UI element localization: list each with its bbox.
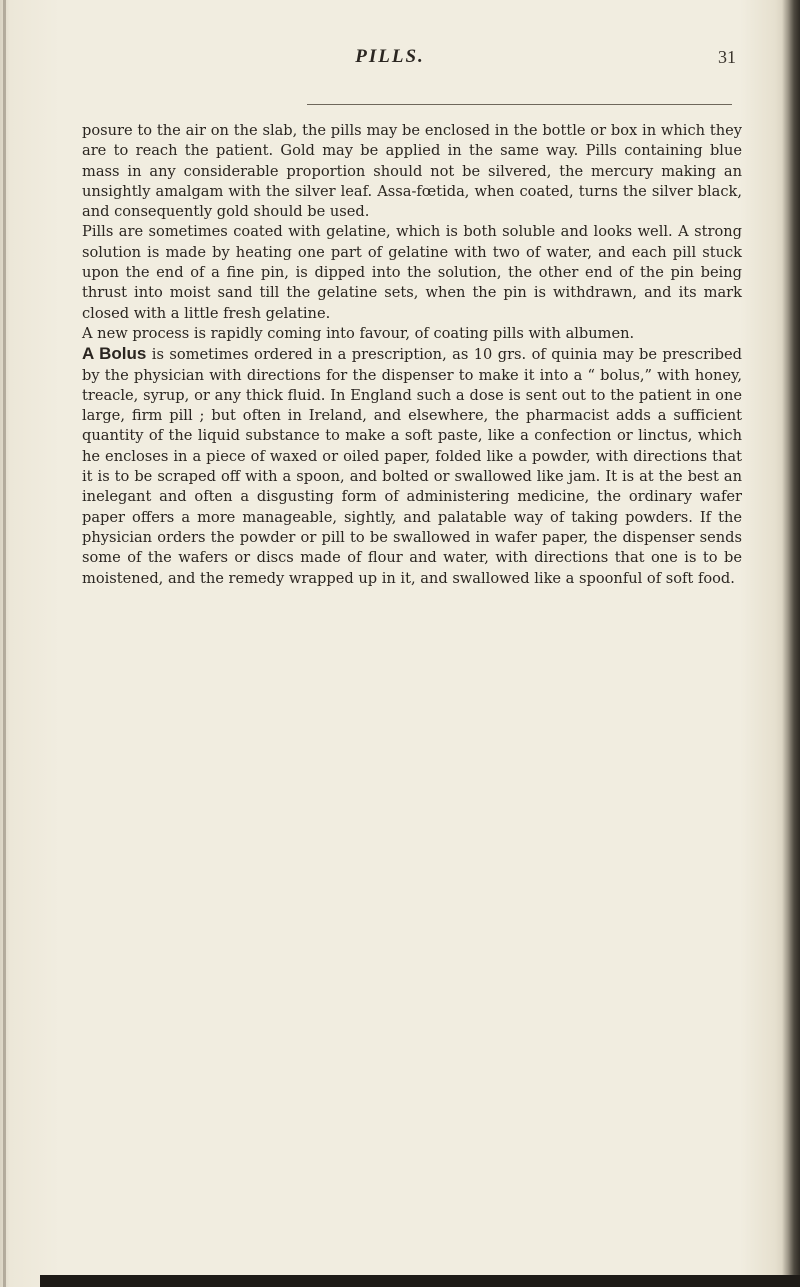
paragraph-1: posure to the air on the slab, the pills may be enclosed in the bottle or box in which they are to reach the patient. Gold may be applied in the same way. Pills containing blue mass in any considerable proportion should not be silvered, the mercury making an unsightly amalgam with the silver leaf. Assa-fœtida, when coated, turns the silver black, and consequently gold should be used. [82,122,742,221]
header-rule [307,104,732,105]
running-title: PILLS. [355,46,425,67]
page-binding-shadow [782,0,800,1287]
page-number: 31 [718,47,736,67]
paragraph-3: A new process is rapidly coming into favour, of coating pills with albumen. [82,324,635,342]
page-bottom-edge [40,1275,800,1287]
paragraph-4 [82,344,742,589]
bolus-heading: A Bolus [82,344,147,364]
paragraph-2: Pills are sometimes coated with gelatine, which is both soluble and looks well. A strong solution is made by heating one part of gelatine with two of water, and each pill stuck upon the end of a fine pin, is dipped into the solution, the other end of the pin being thrust into moist sand till the gelatine sets, when the pin is withdrawn, and its mark closed with a little fresh gelatine. [82,223,742,322]
paragraph-4-text: is sometimes ordered in a prescription, as 10 grs. of quinia may be prescribed by the physician with directions for the dispenser to make it into a “ bolus,” with honey, treacle, syrup, or any thick fluid. In England such a dose is sent out to the patient in one large, firm pill ; but often in Ireland, and elsewhere, the pharmacist adds a sufficient quantity of the liquid substance to make a soft paste, like a confection or linctus, which he encloses in a piece of waxed or oiled paper, folded like a powder, with directions that it is to be scraped off with a spoon, and bolted or swallowed like jam. It is at the best an inelegant and often a disgusting form of administering medicine, the ordinary wafer paper offers a more manageable, sightly, and palatable way of taking powders. If the physician orders the powder or pill to be swallowed in wafer paper, the dispenser sends some of the wafers or discs made of flour and water, with directions that one is to be moistened, and the remedy wrapped up in it, and swallowed like a spoonful of soft food. [82,346,742,587]
page-left-edge [3,0,6,1287]
body-text [82,121,742,589]
page-header [0,46,800,76]
